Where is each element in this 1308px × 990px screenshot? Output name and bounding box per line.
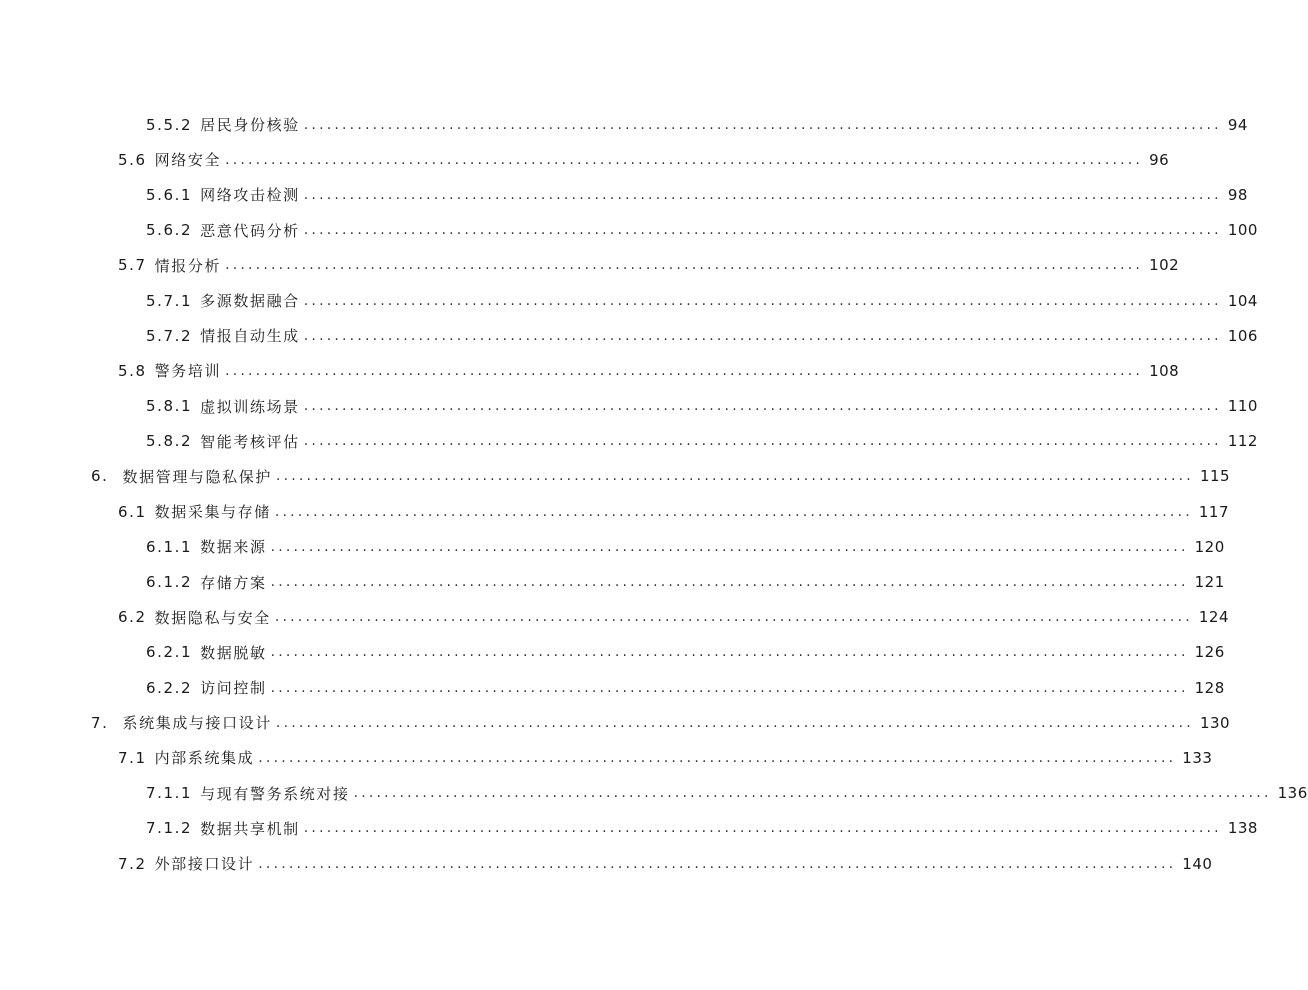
toc-dot-leader: ........................................................................................................................ (303, 186, 1222, 203)
toc-entry-page-number: 106 (1227, 326, 1258, 345)
toc-entry[interactable] (0, 248, 1180, 283)
toc-entry-page-number: 121 (1194, 573, 1225, 592)
toc-entry-title: 外部接口设计 (154, 855, 255, 874)
toc-entry[interactable] (0, 353, 1180, 388)
toc-entry-number: 5.7.1 (146, 291, 193, 310)
toc-entry-title: 与现有警务系统对接 (200, 784, 350, 803)
toc-dot-leader: ........................................................................................................................ (275, 468, 1194, 485)
toc-dot-leader: ........................................................................................................................ (225, 151, 1144, 168)
toc-dot-leader: ........................................................................................................................ (353, 785, 1272, 802)
toc-entry[interactable] (0, 635, 1225, 670)
toc-entry-title: 智能考核评估 (200, 432, 300, 451)
toc-dot-leader: ........................................................................................................................ (270, 574, 1189, 591)
toc-entry[interactable] (0, 670, 1225, 705)
toc-entry-title: 数据管理与隐私保护 (122, 467, 272, 486)
toc-entry-page-number: 112 (1227, 432, 1258, 451)
toc-entry-number: 5.6.1 (146, 185, 193, 204)
toc-entry-page-number: 140 (1182, 854, 1213, 873)
toc-entry-page-number: 130 (1199, 713, 1231, 732)
toc-dot-leader: ........................................................................................................................ (274, 609, 1193, 626)
toc-entry-number: 5.8.1 (146, 397, 193, 416)
toc-entry-page-number: 138 (1227, 819, 1258, 838)
toc-dot-leader: ........................................................................................................................ (274, 503, 1193, 520)
toc-entry-number: 7.1.1 (146, 784, 193, 803)
toc-entry[interactable] (0, 318, 1258, 353)
toc-entry[interactable] (0, 283, 1258, 318)
toc-entry-number: 6.2.2 (146, 678, 193, 697)
toc-entry-number: 6. (91, 467, 109, 486)
toc-entry[interactable] (0, 811, 1258, 846)
toc-entry-page-number: 94 (1227, 115, 1248, 134)
toc-entry-title: 警务培训 (154, 362, 222, 381)
toc-entry-page-number: 104 (1227, 291, 1258, 310)
toc-entry-number: 5.8.2 (146, 432, 193, 451)
toc-entry-number: 6.2 (118, 608, 147, 627)
toc-dot-leader: ........................................................................................................................ (225, 362, 1144, 379)
toc-dot-leader: ........................................................................................................................ (303, 820, 1222, 837)
toc-dot-leader: ........................................................................................................................ (303, 433, 1222, 450)
toc-entry-title: 存储方案 (200, 573, 267, 592)
toc-dot-leader: ........................................................................................................................ (303, 116, 1222, 133)
toc-entry[interactable] (0, 529, 1225, 564)
toc-entry-number: 5.6.2 (146, 221, 193, 240)
toc-dot-leader: ........................................................................................................................ (270, 538, 1189, 555)
toc-entry-title: 恶意代码分析 (200, 221, 300, 240)
toc-entry-page-number: 124 (1198, 608, 1230, 627)
toc-entry-title: 数据共享机制 (200, 819, 300, 838)
toc-entry-page-number: 102 (1149, 256, 1180, 275)
toc-entry-title: 网络安全 (154, 151, 222, 170)
toc-entry-title: 数据隐私与安全 (154, 608, 271, 627)
toc-entry-page-number: 98 (1227, 185, 1248, 204)
toc-entry-title: 数据脱敏 (200, 643, 267, 662)
toc-entry-number: 5.7.2 (146, 326, 193, 345)
toc-entry-title: 访问控制 (200, 679, 267, 698)
toc-entry-title: 虚拟训练场景 (200, 397, 300, 416)
toc-entry-number: 7. (91, 713, 109, 732)
toc-entry[interactable] (0, 705, 1231, 740)
toc-entry[interactable] (0, 389, 1258, 424)
toc-entry-page-number: 96 (1149, 150, 1170, 169)
toc-entry-number: 7.1 (118, 748, 147, 767)
toc-dot-leader: ........................................................................................................................ (270, 644, 1189, 661)
toc-entry-page-number: 120 (1194, 537, 1225, 556)
toc-entry-page-number: 128 (1194, 678, 1225, 697)
toc-dot-leader: ........................................................................................................................ (258, 749, 1177, 766)
toc-entry-number: 5.5.2 (146, 115, 193, 134)
toc-entry-title: 情报分析 (154, 256, 222, 275)
toc-entry-number: 7.1.2 (146, 819, 193, 838)
table-of-contents (0, 107, 1308, 881)
toc-entry-title: 数据采集与存储 (154, 503, 271, 522)
toc-dot-leader: ........................................................................................................................ (258, 855, 1177, 872)
toc-entry[interactable] (0, 776, 1308, 811)
toc-dot-leader: ........................................................................................................................ (270, 679, 1189, 696)
toc-entry-title: 数据来源 (200, 538, 267, 557)
toc-entry-page-number: 117 (1198, 502, 1230, 521)
toc-entry[interactable] (0, 459, 1231, 494)
toc-dot-leader: ........................................................................................................................ (275, 714, 1194, 731)
toc-entry[interactable] (0, 424, 1258, 459)
toc-dot-leader: ........................................................................................................................ (303, 222, 1222, 239)
toc-entry-page-number: 133 (1182, 748, 1213, 767)
toc-dot-leader: ........................................................................................................................ (303, 398, 1222, 415)
toc-entry-number: 6.1.1 (146, 537, 193, 556)
toc-entry-title: 网络攻击检测 (200, 186, 300, 205)
toc-entry[interactable] (0, 107, 1248, 142)
toc-entry-title: 内部系统集成 (154, 749, 255, 768)
toc-dot-leader: ........................................................................................................................ (303, 292, 1222, 309)
toc-entry[interactable] (0, 600, 1230, 635)
toc-entry[interactable] (0, 846, 1213, 881)
toc-entry-number: 5.6 (118, 150, 147, 169)
toc-entry[interactable] (0, 142, 1170, 177)
toc-entry-number: 5.7 (118, 256, 147, 275)
toc-entry-number: 6.1 (118, 502, 147, 521)
toc-entry-page-number: 115 (1199, 467, 1231, 486)
toc-entry-page-number: 126 (1194, 643, 1225, 662)
toc-entry-number: 5.8 (118, 361, 147, 380)
toc-entry-page-number: 110 (1227, 397, 1258, 416)
toc-entry[interactable] (0, 564, 1225, 599)
toc-entry-title: 系统集成与接口设计 (122, 714, 272, 733)
toc-entry-page-number: 136 (1277, 784, 1308, 803)
toc-entry-title: 情报自动生成 (200, 327, 300, 346)
toc-dot-leader: ........................................................................................................................ (303, 327, 1222, 344)
toc-entry-page-number: 108 (1149, 361, 1180, 380)
toc-dot-leader: ........................................................................................................................ (225, 257, 1144, 274)
toc-entry[interactable] (0, 494, 1230, 529)
toc-entry-number: 6.2.1 (146, 643, 193, 662)
toc-entry-number: 7.2 (118, 854, 147, 873)
toc-entry[interactable] (0, 740, 1213, 775)
toc-entry-page-number: 100 (1227, 221, 1258, 240)
toc-entry-number: 6.1.2 (146, 573, 193, 592)
toc-entry-title: 多源数据融合 (200, 292, 300, 311)
toc-entry-title: 居民身份核验 (200, 116, 300, 135)
toc-entry[interactable] (0, 213, 1258, 248)
toc-entry[interactable] (0, 177, 1248, 212)
